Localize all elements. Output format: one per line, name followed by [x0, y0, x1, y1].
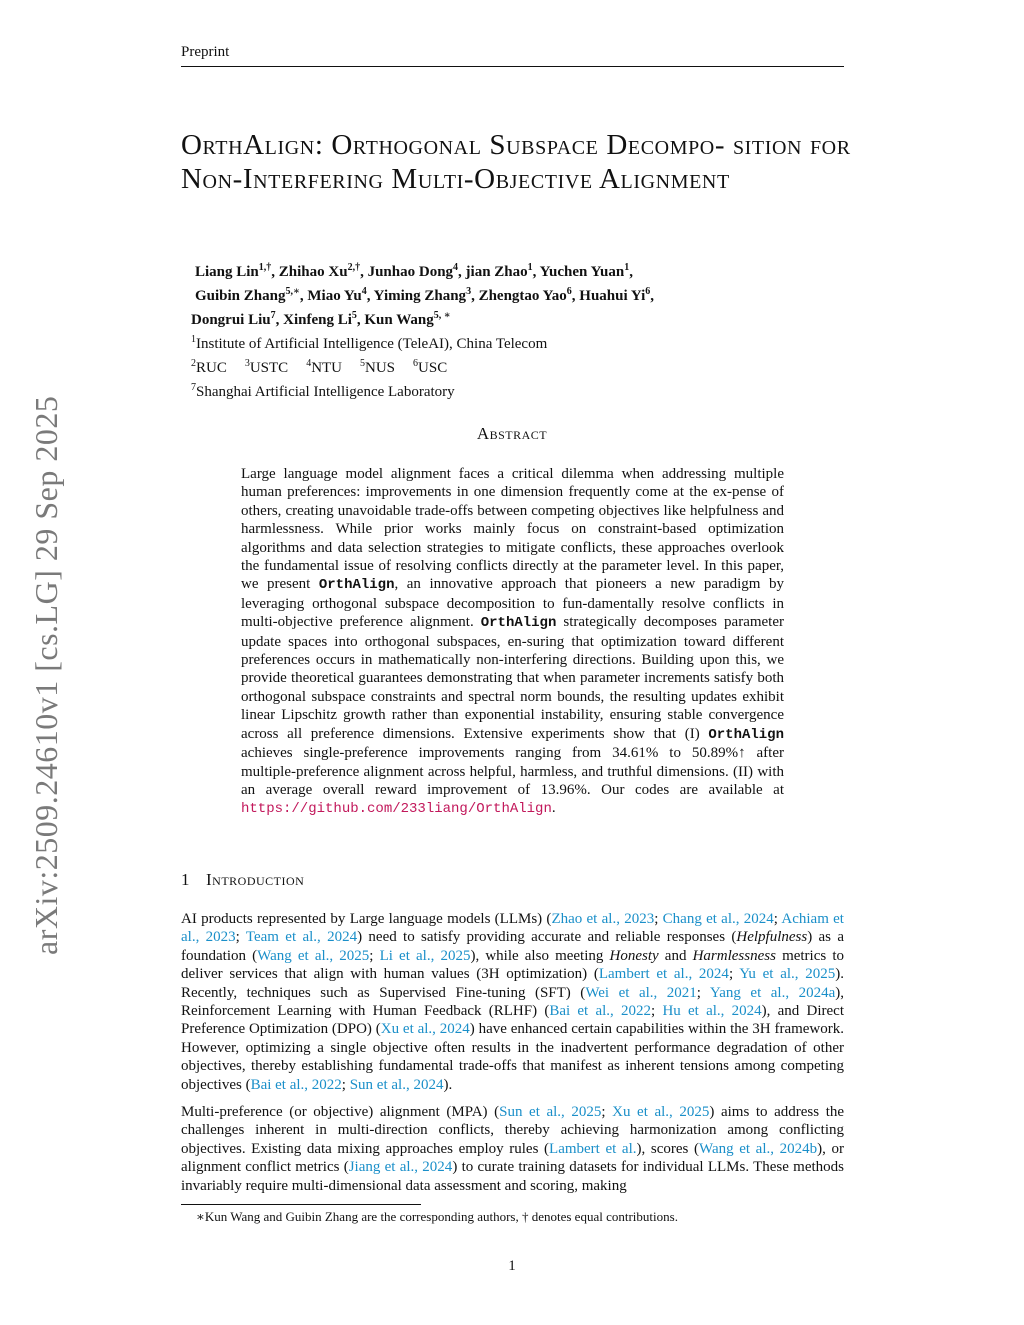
paragraph-text: ;: [235, 929, 246, 946]
author-sup: 6: [645, 286, 651, 297]
author-name: Zhengtao Yao: [478, 288, 567, 304]
paragraph-text: ), or alignment conflict metrics (: [181, 1140, 844, 1176]
introduction-body: [181, 910, 844, 1204]
aff-text: NTU: [311, 360, 343, 376]
paragraph-text: ) to curate training datasets for individual LLMs. These methods invariably require multi-dimensional data assessment and scoring, making: [181, 1159, 844, 1194]
affiliation-1: [191, 330, 831, 354]
citation-link[interactable]: Zhao et al., 2023: [551, 911, 655, 927]
author-name: Junhao Dong: [367, 264, 454, 280]
aff-text: Shanghai Artificial Intelligence Laboratory: [196, 384, 455, 400]
citation-link[interactable]: Xu et al., 2025: [612, 1104, 710, 1121]
paragraph-text: ), while also meeting: [470, 947, 610, 964]
arxiv-stamp: arXiv:2509.24610v1 [cs.LG] 29 Sep 2025: [28, 395, 64, 955]
affiliation-item: [191, 360, 227, 376]
emphasis-text: Honesty: [609, 947, 659, 964]
author-name: Yiming Zhang: [373, 288, 467, 304]
author-sup: 1: [527, 262, 533, 273]
aff-sup: 6: [413, 358, 419, 369]
citation-link[interactable]: Wei et al., 2021: [585, 984, 697, 1001]
citation-link[interactable]: Lambert et al.: [549, 1140, 637, 1157]
paragraph-text: ;: [654, 911, 663, 927]
emphasis-text: Helpfulness: [736, 929, 808, 946]
author-sup: 4: [453, 262, 459, 273]
code-url-link[interactable]: https://github.com/233liang/OrthAlign: [241, 801, 552, 818]
page-number: 1: [508, 1258, 516, 1274]
running-head: Preprint: [181, 44, 230, 60]
intro-paragraph-1: [181, 910, 844, 1094]
paragraph-text: and: [658, 947, 693, 964]
paragraph-text: metrics to deliver services that align with human values (3H optimization) (: [181, 947, 845, 983]
paragraph-text: ), Reinforcement Learning with Human Feedback (RLHF) (: [181, 984, 845, 1020]
author-sup: 7: [270, 310, 276, 321]
footnote-rule: [181, 1204, 421, 1205]
author-line-1: Liang Lin$^{1,\dagger}$, Zhihao $Xu^{2,\dagger}$, Junhao Dong$^4$, jian Zhao$^1$, Yuchen Yuan$^1$,: [195, 262, 633, 280]
abstract-heading: Abstract: [476, 424, 548, 443]
section-heading-introduction: [181, 870, 304, 890]
paragraph-text: ;: [773, 911, 782, 927]
author-sup: 4: [361, 286, 367, 297]
citation-link[interactable]: Yu et al., 2025: [739, 966, 836, 983]
paragraph-text: ) as a foundation (: [181, 929, 844, 964]
paragraph-text: Multi-preference (or objective) alignment (MPA) (: [181, 1104, 500, 1121]
aff-text: Institute of Artificial Intelligence (TeleAI), China Telecom: [196, 336, 548, 352]
abstract-text: .: [551, 800, 556, 817]
aff-text: NUS: [365, 360, 396, 376]
author-name: Zhihao Xu: [278, 264, 348, 280]
paragraph-text: ;: [369, 947, 380, 964]
citation-link[interactable]: Team et al., 2024: [245, 929, 358, 946]
aff-sup: 4: [306, 358, 312, 369]
paragraph-text: ) need to satisfy providing accurate and reliable responses (: [357, 929, 737, 946]
citation-link[interactable]: Bai et al., 2022: [250, 1076, 342, 1093]
aff-sup: 5: [360, 358, 366, 369]
author-sup: 5,∗: [285, 286, 300, 297]
aff-text: USC: [418, 360, 448, 376]
paragraph-text: ;: [651, 1003, 663, 1020]
paragraph-text: ;: [728, 966, 740, 983]
citation-link[interactable]: Lambert et al., 2024: [598, 966, 729, 983]
citation-link[interactable]: Wang et al., 2025: [257, 947, 370, 964]
section-number: 1: [181, 870, 190, 889]
author-name: Xinfeng Li: [283, 312, 352, 328]
author-sup: 1: [624, 262, 630, 273]
citation-link[interactable]: Sun et al., 2024: [349, 1076, 444, 1093]
paragraph-text: ;: [601, 1104, 613, 1121]
author-name: Guibin Zhang: [195, 288, 286, 304]
author-name: Kun Wang: [364, 312, 434, 328]
aff-sup: 7: [191, 382, 196, 393]
citation-link[interactable]: Xu et al., 2024: [380, 1021, 470, 1038]
aff-sup: 1: [191, 334, 196, 345]
author-name: Yuchen Yuan: [539, 264, 625, 280]
author-block: [191, 258, 831, 402]
author-name: Liang Lin: [195, 264, 259, 280]
author-line-3: Dongrui Liu$^7$, Xinfeng Li$^5$, Kun Wang$^{5, ∗}$: [191, 310, 451, 328]
abstract-text: strategically decomposes parameter update spaces into orthogonal subspaces, en-suring that optimization toward different preferences occurs in mathematically non-interfering directions. Building upon this, we provide theoretical guarantees demonstrating that when parameter increments satisfy both orthogonal subspace constraints and spectral norm bounds, the resulting updates exhibit linear Lipschitz growth rather than exponential instability, ensuring stable convergence across all preference dimensions. Extensive experiments show that (I): [241, 614, 785, 742]
author-sup: 6: [566, 286, 572, 297]
paragraph-text: ).: [443, 1076, 453, 1093]
section-title: Introduction: [206, 870, 305, 889]
affiliation-7: [191, 378, 831, 402]
affiliation-item: [306, 360, 342, 376]
author-sup: 3: [466, 286, 472, 297]
affiliation-item: [360, 360, 395, 376]
paper-title: OrthAlign: Orthogonal Subspace Decompo- sition for Non-Interfering Multi-Objective Alignment: [181, 129, 851, 195]
author-name: jian Zhao: [465, 264, 528, 280]
intro-paragraph-2: [181, 1103, 844, 1195]
author-sup: 2,†: [347, 262, 361, 273]
aff-text: RUC: [196, 360, 227, 376]
affiliation-item: [245, 360, 288, 376]
citation-link[interactable]: Wang et al., 2024b: [698, 1140, 818, 1157]
author-line-2: Guibin Zhang$^{5,∗}$, Miao Yu$^4$, Yiming Zhang$^3$, Zhengtao Yao$^6$, Huahui Yi$^6$,: [195, 286, 655, 304]
citation-link[interactable]: Achiam et al., 2023: [181, 911, 844, 946]
aff-sup: 2: [191, 358, 196, 369]
paragraph-text: AI products represented by Large language models (LLMs) (: [181, 911, 552, 927]
paragraph-text: ), and Direct Preference Optimization (DPO) (: [181, 1003, 844, 1038]
footnote: ∗Kun Wang and Guibin Zhang are the corresponding authors, † denotes equal contributions.: [196, 1209, 678, 1224]
paragraph-text: ) aims to address the challenges inherent in multi-direction conflicts, thereby achieving harmonization among conflicting objectives. Existing data mixing approaches employ rules (: [181, 1104, 845, 1157]
method-name: OrthAlign: [480, 615, 557, 632]
affiliation-list: [191, 354, 831, 378]
abstract-body: [241, 465, 784, 819]
emphasis-text: Harmlessness: [692, 947, 776, 964]
abstract-text: , an innovative approach that pioneers a new paradigm by leveraging orthogonal subspace decomposition to fun-damentally resolve conflicts in multi-objective preference alignment.: [241, 576, 784, 631]
method-name: OrthAlign: [708, 726, 784, 743]
citation-link[interactable]: Li et al., 2025: [379, 947, 471, 964]
author-sup: 5, ∗: [433, 310, 451, 321]
paragraph-text: ;: [696, 984, 710, 1001]
citation-link[interactable]: Jiang et al., 2024: [348, 1159, 453, 1176]
header-rule: [181, 66, 844, 67]
paragraph-text: ), scores (: [636, 1140, 699, 1157]
affiliation-item: [413, 360, 447, 376]
citation-link[interactable]: Yang et al., 2024a: [709, 984, 836, 1001]
author-name: Miao Yu: [307, 288, 362, 304]
author-sup: 1,†: [258, 262, 272, 273]
citation-link[interactable]: Bai et al., 2022: [549, 1003, 652, 1020]
method-name: OrthAlign: [318, 577, 395, 594]
author-name: Dongrui Liu: [191, 312, 271, 328]
citation-link[interactable]: Hu et al., 2024: [662, 1003, 762, 1020]
paragraph-text: ). Recently, techniques such as Supervised Fine-tuning (SFT) (: [181, 966, 844, 1001]
author-sup: 5: [351, 310, 357, 321]
abstract-text: achieves single-preference improvements ranging from 34.61% to 50.89%↑ after multiple-preference alignment across helpful, harmless, and truthful dimensions. (II) with an average overall reward improvement of 13.96%. Our codes are available at: [241, 745, 784, 798]
paragraph-text: ;: [341, 1076, 350, 1093]
aff-sup: 3: [244, 358, 250, 369]
aff-text: USTC: [249, 360, 289, 376]
paragraph-text: ) have enhanced certain capabilities within the 3H framework. However, optimizing a single objective often results in the inadvertent performance degradation of other objectives, thereby establishing fundamental trade-offs that manifest as inherent tensions among competing objectives (: [181, 1021, 845, 1093]
abstract-text: Large language model alignment faces a critical dilemma when addressing multiple human preferences: improvements in one dimension frequently come at the ex-pense of others, creating unavoidable trade-offs between competing objectives like helpfulness and harmlessness. While prior works mainly focus on constraint-based optimization algorithms and data selection strategies to mitigate conflicts, these approaches overlook the fundamental issue of resolving conflicts directly at the parameter level. In this paper, we present: [241, 466, 784, 593]
author-name: Huahui Yi: [579, 288, 646, 304]
citation-link[interactable]: Sun et al., 2025: [499, 1104, 602, 1121]
citation-link[interactable]: Chang et al., 2024: [662, 911, 774, 927]
